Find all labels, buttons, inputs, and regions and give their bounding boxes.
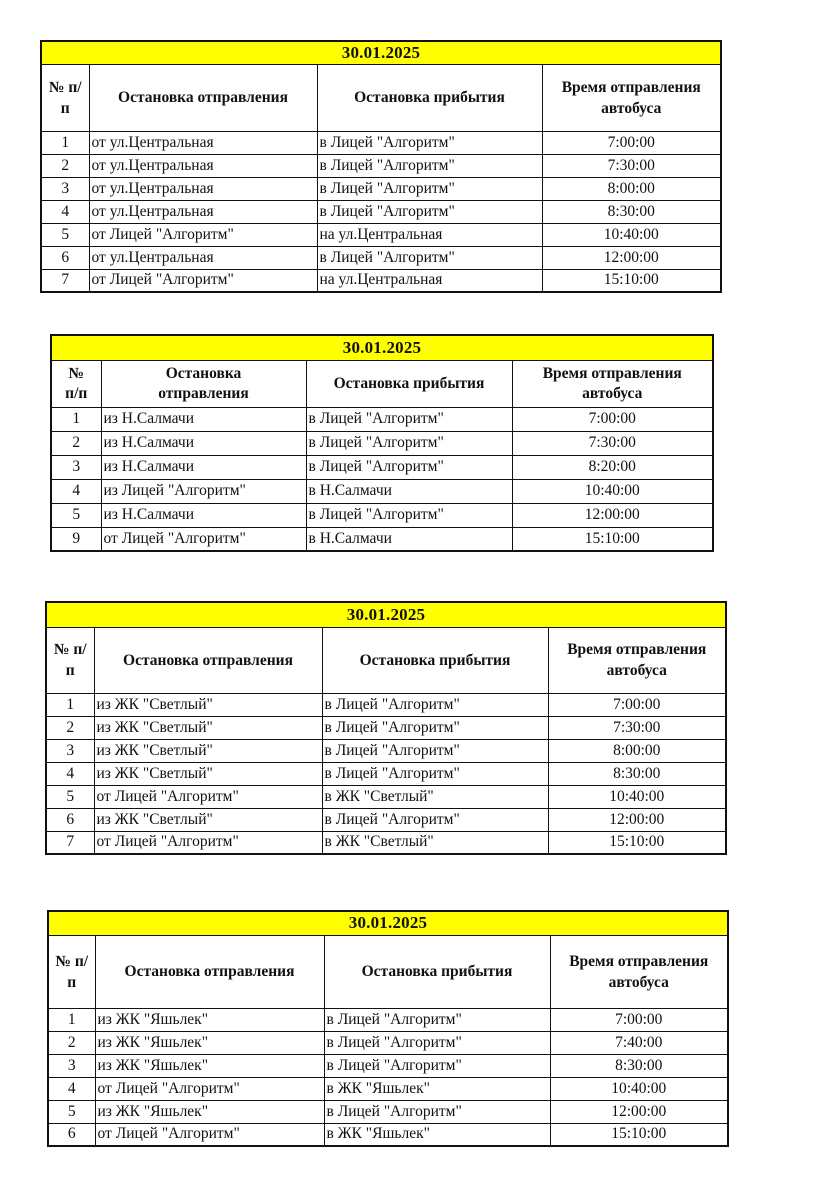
row-arrival: на ул.Центральная	[317, 269, 542, 292]
row-departure: из Н.Салмачи	[101, 407, 306, 431]
row-arrival: в Лицей "Алгоритм"	[322, 693, 548, 716]
column-header-num: № п/п	[46, 627, 94, 693]
row-departure: из ЖК "Яшьлек"	[95, 1100, 324, 1123]
table-row	[46, 808, 726, 831]
table-row	[48, 1077, 728, 1100]
table-row	[41, 269, 721, 292]
row-arrival: в Лицей "Алгоритм"	[317, 154, 542, 177]
row-departure: от ул.Центральная	[89, 246, 317, 269]
row-num: 2	[41, 154, 89, 177]
row-time: 7:00:00	[548, 693, 726, 716]
row-departure: от Лицей "Алгоритм"	[95, 1123, 324, 1146]
row-num: 6	[41, 246, 89, 269]
table-row	[48, 1054, 728, 1077]
row-num: 1	[51, 407, 101, 431]
row-num: 1	[46, 693, 94, 716]
row-num: 6	[46, 808, 94, 831]
row-arrival: в Лицей "Алгоритм"	[324, 1054, 550, 1077]
row-arrival: в Лицей "Алгоритм"	[322, 716, 548, 739]
row-time: 7:30:00	[542, 154, 721, 177]
table-row	[46, 716, 726, 739]
schedule-table-svetly	[45, 601, 727, 855]
row-time: 8:00:00	[548, 739, 726, 762]
column-header-time: Время отправления автобуса	[548, 627, 726, 693]
row-num: 4	[41, 200, 89, 223]
table-row	[41, 154, 721, 177]
row-departure: из Н.Салмачи	[101, 455, 306, 479]
row-num: 3	[51, 455, 101, 479]
table-row	[48, 1100, 728, 1123]
row-departure: от ул.Центральная	[89, 154, 317, 177]
row-departure: от Лицей "Алгоритм"	[101, 527, 306, 551]
row-departure: из ЖК "Светлый"	[94, 716, 322, 739]
row-num: 2	[51, 431, 101, 455]
row-time: 15:10:00	[512, 527, 713, 551]
row-num: 1	[48, 1008, 95, 1031]
row-departure: из ЖК "Светлый"	[94, 762, 322, 785]
table-row	[51, 503, 713, 527]
row-departure: от Лицей "Алгоритм"	[94, 831, 322, 854]
row-arrival: в Лицей "Алгоритм"	[322, 739, 548, 762]
row-arrival: в Лицей "Алгоритм"	[324, 1008, 550, 1031]
row-arrival: в Лицей "Алгоритм"	[306, 407, 512, 431]
row-arrival: в Лицей "Алгоритм"	[322, 762, 548, 785]
row-num: 7	[41, 269, 89, 292]
row-arrival: в Лицей "Алгоритм"	[322, 808, 548, 831]
row-departure: из Лицей "Алгоритм"	[101, 479, 306, 503]
row-arrival: в ЖК "Яшьлек"	[324, 1077, 550, 1100]
row-departure: от Лицей "Алгоритм"	[94, 785, 322, 808]
row-arrival: в Лицей "Алгоритм"	[317, 177, 542, 200]
column-header-arrival: Остановка прибытия	[322, 627, 548, 693]
row-time: 8:20:00	[512, 455, 713, 479]
column-header-num: № п/п	[48, 935, 95, 1008]
table-row	[48, 1031, 728, 1054]
row-arrival: в ЖК "Светлый"	[322, 785, 548, 808]
row-num: 5	[48, 1100, 95, 1123]
row-time: 15:10:00	[550, 1123, 728, 1146]
row-time: 7:00:00	[512, 407, 713, 431]
table-row	[41, 131, 721, 154]
row-time: 8:30:00	[550, 1054, 728, 1077]
column-header-departure: Остановка отправления	[94, 627, 322, 693]
row-time: 12:00:00	[542, 246, 721, 269]
row-departure: из Н.Салмачи	[101, 431, 306, 455]
row-arrival: в Лицей "Алгоритм"	[324, 1031, 550, 1054]
row-departure: от Лицей "Алгоритм"	[89, 269, 317, 292]
row-num: 5	[51, 503, 101, 527]
row-departure: от Лицей "Алгоритм"	[95, 1077, 324, 1100]
row-num: 9	[51, 527, 101, 551]
table-row	[46, 762, 726, 785]
row-arrival: в Лицей "Алгоритм"	[306, 503, 512, 527]
row-departure: из ЖК "Светлый"	[94, 808, 322, 831]
row-time: 7:30:00	[548, 716, 726, 739]
row-departure: из ЖК "Яшьлек"	[95, 1054, 324, 1077]
row-arrival: в Лицей "Алгоритм"	[317, 200, 542, 223]
table-date: 30.01.2025	[41, 41, 721, 64]
row-num: 4	[46, 762, 94, 785]
row-arrival: в Лицей "Алгоритм"	[317, 246, 542, 269]
column-header-time: Время отправления автобуса	[542, 64, 721, 131]
row-num: 1	[41, 131, 89, 154]
column-header-departure: Остановка отправления	[95, 935, 324, 1008]
column-header-time: Время отправления автобуса	[512, 360, 713, 407]
row-num: 2	[48, 1031, 95, 1054]
table-row	[41, 177, 721, 200]
row-arrival: в Н.Салмачи	[306, 479, 512, 503]
row-time: 7:30:00	[512, 431, 713, 455]
row-departure: от ул.Центральная	[89, 131, 317, 154]
column-header-departure: Остановка отправления	[101, 360, 306, 407]
row-arrival: в Лицей "Алгоритм"	[306, 455, 512, 479]
row-num: 5	[46, 785, 94, 808]
row-time: 10:40:00	[550, 1077, 728, 1100]
row-time: 8:30:00	[542, 200, 721, 223]
row-num: 3	[46, 739, 94, 762]
row-time: 15:10:00	[548, 831, 726, 854]
row-departure: из ЖК "Светлый"	[94, 739, 322, 762]
table-row	[46, 739, 726, 762]
column-header-num: № п/п	[51, 360, 101, 407]
table-row	[41, 223, 721, 246]
table-row	[48, 1123, 728, 1146]
schedule-table-n-salmachi	[50, 334, 714, 552]
row-arrival: в Лицей "Алгоритм"	[317, 131, 542, 154]
row-time: 12:00:00	[550, 1100, 728, 1123]
row-time: 12:00:00	[548, 808, 726, 831]
row-time: 12:00:00	[512, 503, 713, 527]
row-num: 3	[48, 1054, 95, 1077]
row-departure: из ЖК "Яшьлек"	[95, 1031, 324, 1054]
column-header-departure: Остановка отправления	[89, 64, 317, 131]
table-row	[46, 693, 726, 716]
row-departure: от ул.Центральная	[89, 200, 317, 223]
column-header-arrival: Остановка прибытия	[317, 64, 542, 131]
row-time: 8:00:00	[542, 177, 721, 200]
row-arrival: в Лицей "Алгоритм"	[324, 1100, 550, 1123]
column-header-num: № п/п	[41, 64, 89, 131]
table-row	[51, 431, 713, 455]
table-row	[41, 200, 721, 223]
column-header-arrival: Остановка прибытия	[324, 935, 550, 1008]
row-departure: из ЖК "Яшьлек"	[95, 1008, 324, 1031]
table-row	[41, 246, 721, 269]
row-time: 10:40:00	[548, 785, 726, 808]
column-header-time: Время отправления автобуса	[550, 935, 728, 1008]
column-header-arrival: Остановка прибытия	[306, 360, 512, 407]
schedule-table-central-street	[40, 40, 722, 293]
table-row	[51, 455, 713, 479]
row-num: 6	[48, 1123, 95, 1146]
row-arrival: на ул.Центральная	[317, 223, 542, 246]
row-num: 7	[46, 831, 94, 854]
row-num: 4	[51, 479, 101, 503]
table-row	[46, 831, 726, 854]
row-arrival: в Н.Салмачи	[306, 527, 512, 551]
row-num: 3	[41, 177, 89, 200]
table-date: 30.01.2025	[48, 911, 728, 935]
schedule-table-yashlek	[47, 910, 729, 1147]
row-num: 5	[41, 223, 89, 246]
row-time: 7:00:00	[542, 131, 721, 154]
row-time: 7:40:00	[550, 1031, 728, 1054]
table-date: 30.01.2025	[51, 335, 713, 360]
row-time: 10:40:00	[542, 223, 721, 246]
table-row	[51, 527, 713, 551]
row-time: 7:00:00	[550, 1008, 728, 1031]
row-departure: из Н.Салмачи	[101, 503, 306, 527]
row-departure: от ул.Центральная	[89, 177, 317, 200]
table-row	[48, 1008, 728, 1031]
row-departure: от Лицей "Алгоритм"	[89, 223, 317, 246]
row-departure: из ЖК "Светлый"	[94, 693, 322, 716]
table-row	[51, 479, 713, 503]
row-time: 15:10:00	[542, 269, 721, 292]
row-arrival: в ЖК "Яшьлек"	[324, 1123, 550, 1146]
row-time: 8:30:00	[548, 762, 726, 785]
row-arrival: в Лицей "Алгоритм"	[306, 431, 512, 455]
row-arrival: в ЖК "Светлый"	[322, 831, 548, 854]
row-time: 10:40:00	[512, 479, 713, 503]
row-num: 4	[48, 1077, 95, 1100]
table-date: 30.01.2025	[46, 602, 726, 627]
table-row	[46, 785, 726, 808]
row-num: 2	[46, 716, 94, 739]
table-row	[51, 407, 713, 431]
